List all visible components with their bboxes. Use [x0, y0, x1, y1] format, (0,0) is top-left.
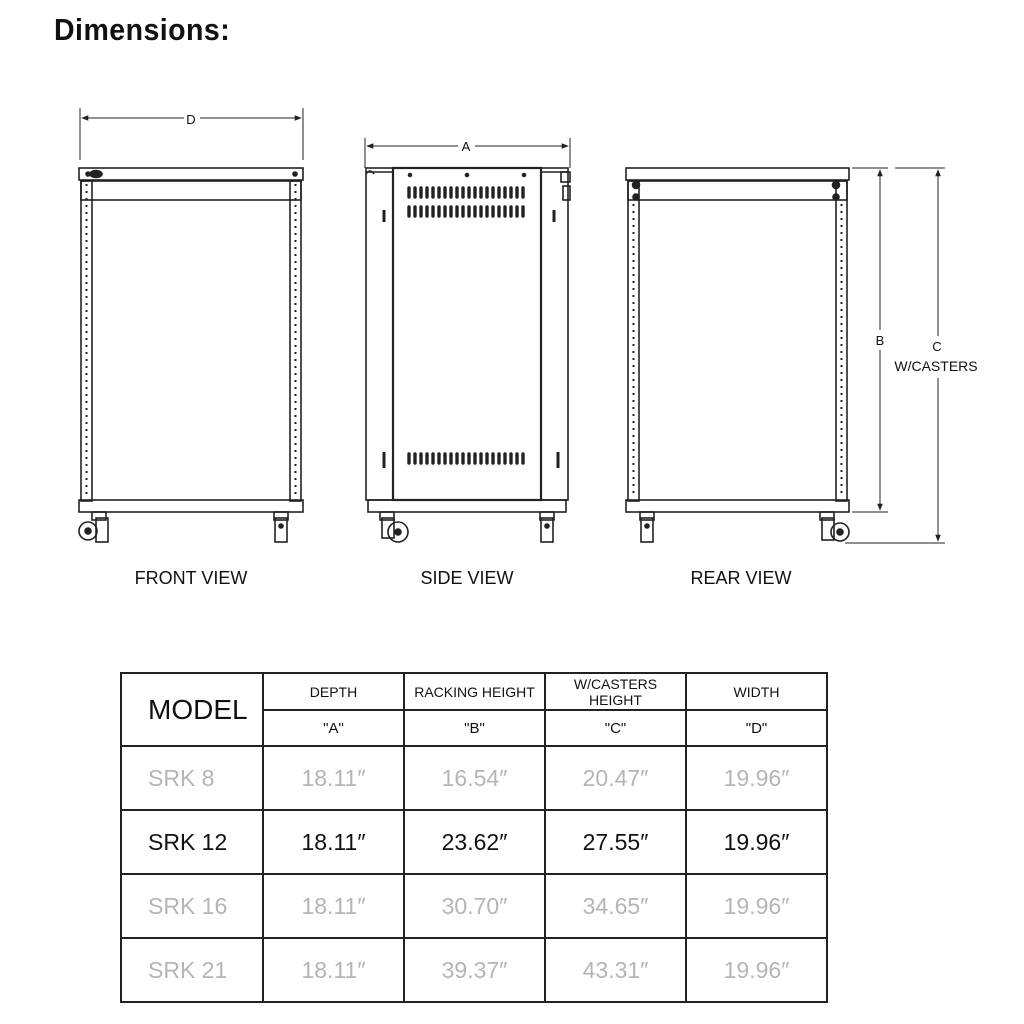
model-cell: SRK 21 — [121, 938, 263, 1002]
table-row — [121, 746, 827, 810]
column-code: "A" — [263, 710, 404, 746]
side-view-drawing — [365, 138, 570, 542]
page-title: Dimensions: — [54, 12, 231, 47]
side-view-label: SIDE VIEW — [420, 568, 514, 588]
value-cell: 18.11″ — [263, 874, 404, 938]
value-cell: 19.96″ — [686, 810, 827, 874]
value-cell: 18.11″ — [263, 810, 404, 874]
dim-label-a: A — [461, 139, 471, 154]
front-view-label: FRONT VIEW — [134, 568, 248, 588]
value-cell: 34.65″ — [545, 874, 686, 938]
model-cell: SRK 12 — [121, 810, 263, 874]
value-cell: 43.31″ — [545, 938, 686, 1002]
rear-view-drawing — [626, 168, 945, 543]
dim-label-b: B — [875, 333, 885, 348]
value-cell: 18.11″ — [263, 746, 404, 810]
model-header: MODEL — [121, 673, 263, 746]
value-cell: 19.96″ — [686, 746, 827, 810]
value-cell: 18.11″ — [263, 938, 404, 1002]
column-header: RACKING HEIGHT — [404, 673, 545, 710]
table-header-row — [121, 673, 827, 710]
column-code: "C" — [545, 710, 686, 746]
dim-label-c: C — [932, 339, 942, 354]
column-code: "B" — [404, 710, 545, 746]
value-cell: 39.37″ — [404, 938, 545, 1002]
table-row — [121, 810, 827, 874]
column-header: DEPTH — [263, 673, 404, 710]
column-header: W/CASTERS HEIGHT — [545, 673, 686, 710]
value-cell: 20.47″ — [545, 746, 686, 810]
dim-label-c-sub: W/CASTERS — [894, 358, 978, 374]
dimensions-table — [120, 672, 828, 1003]
column-header: WIDTH — [686, 673, 827, 710]
dim-label-d: D — [186, 112, 196, 127]
column-code: "D" — [686, 710, 827, 746]
value-cell: 23.62″ — [404, 810, 545, 874]
table-row — [121, 874, 827, 938]
model-cell: SRK 16 — [121, 874, 263, 938]
rear-view-label: REAR VIEW — [690, 568, 792, 588]
value-cell: 16.54″ — [404, 746, 545, 810]
value-cell: 27.55″ — [545, 810, 686, 874]
model-cell: SRK 8 — [121, 746, 263, 810]
table-row — [121, 938, 827, 1002]
value-cell: 19.96″ — [686, 874, 827, 938]
value-cell: 30.70″ — [404, 874, 545, 938]
front-view-drawing — [79, 108, 303, 542]
value-cell: 19.96″ — [686, 938, 827, 1002]
